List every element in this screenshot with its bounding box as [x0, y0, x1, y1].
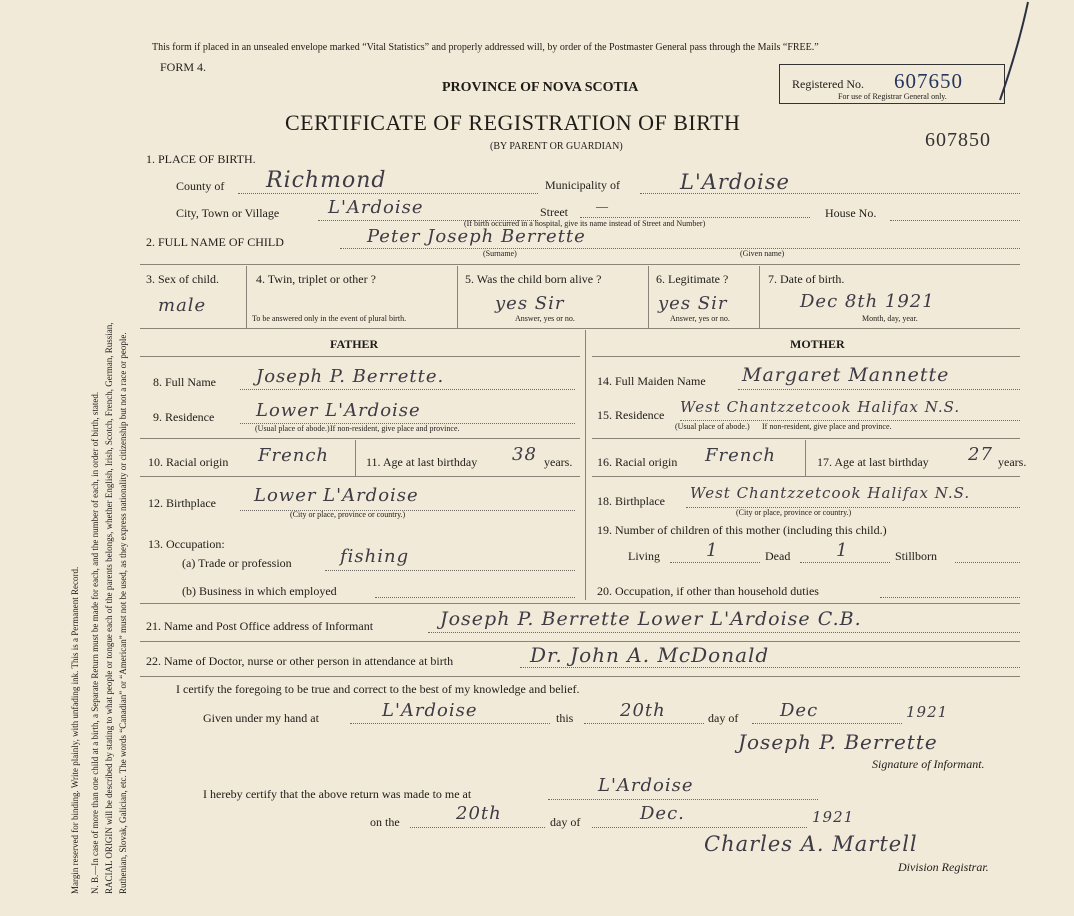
racial-note-2: Ruthenian, Slovak, Galician, etc. The words “Canadian” or “American” must not be used, as they express nationality or citizenship but not a race or people.	[118, 332, 128, 894]
certify-statement: I certify the foregoing to be true and correct to the best of my knowledge and belief.	[176, 682, 580, 696]
occupation-label: 13. Occupation:	[148, 537, 225, 551]
stillborn-label: Stillborn	[895, 549, 938, 563]
twin-note: To be answered only in the event of plural birth.	[252, 314, 407, 323]
mother-residence-label: 15. Residence	[597, 408, 665, 422]
racial-note-1: RACIAL ORIGIN will be described by stating to what people or tongue each of the parents belongs, whether English, Irish, Scotch, French, German, Russian,	[104, 322, 114, 894]
street-label: Street	[540, 205, 568, 219]
given-year-value: 1921	[906, 703, 949, 721]
registrar-day-of-label: day of	[550, 815, 581, 829]
surname-note: (Surname)	[483, 249, 517, 258]
registered-label: Registered No.	[792, 77, 864, 91]
mother-name-value: Margaret Mannette	[742, 364, 950, 386]
mother-heading: MOTHER	[790, 337, 845, 351]
informant-signature: Joseph P. Berrette	[738, 730, 938, 754]
given-month-value: Dec	[780, 700, 819, 721]
father-residence-label: 9. Residence	[153, 410, 215, 424]
hospital-note: (If birth occurred in a hospital, give its name instead of Street and Number)	[464, 219, 706, 228]
registrar-day-value: 20th	[456, 803, 502, 824]
place-heading: 1. PLACE OF BIRTH.	[146, 152, 256, 166]
father-residence-value: Lower L'Ardoise	[256, 400, 421, 421]
mother-residence-note-a: (Usual place of abode.)	[675, 422, 750, 431]
father-birthplace-label: 12. Birthplace	[148, 496, 216, 510]
father-residence-note-a: (Usual place of abode.)	[255, 424, 330, 433]
trade-value: fishing	[340, 546, 410, 567]
dob-note: Month, day, year.	[862, 314, 918, 323]
registrar-signature: Charles A. Martell	[704, 832, 918, 856]
document-subtitle: (BY PARENT OR GUARDIAN)	[490, 141, 623, 152]
mother-birthplace-note: (City or place, province or country.)	[736, 508, 852, 517]
father-years-label: years.	[544, 455, 573, 469]
given-label: Given under my hand at	[203, 711, 319, 725]
registrar-place-value: L'Ardoise	[598, 775, 694, 796]
father-name-value: Joseph P. Berrette.	[256, 366, 445, 387]
city-label: City, Town or Village	[176, 206, 280, 220]
father-residence-note-b: If non-resident, give place and province.	[330, 424, 460, 433]
margin-note: Margin reserved for binding. Write plainly, with unfading ink. This is a Permanent Record.	[70, 566, 80, 894]
living-value: 1	[706, 540, 719, 561]
registrar-note: For use of Registrar General only.	[838, 92, 947, 101]
informant-value: Joseph P. Berrette Lower L'Ardoise C.B.	[440, 608, 862, 630]
given-name-note: (Given name)	[740, 249, 785, 258]
legitimate-label: 6. Legitimate ?	[656, 272, 729, 286]
alive-value: yes Sir	[495, 293, 565, 314]
mother-residence-note-b: If non-resident, give place and province.	[762, 422, 892, 431]
dead-label: Dead	[765, 549, 791, 563]
informant-label: 21. Name and Post Office address of Informant	[146, 619, 374, 633]
this-label: this	[556, 711, 574, 725]
mail-notice: This form if placed in an unsealed envelope marked “Vital Statistics” and properly addressed will, by order of the Postmaster General pass through the Mails “FREE.”	[152, 42, 819, 53]
mother-age-value: 27	[968, 444, 993, 465]
registrar-statement: I hereby certify that the above return was made to me at	[203, 787, 472, 801]
alive-label: 5. Was the child born alive ?	[465, 272, 602, 286]
ink-stroke	[980, 0, 1040, 120]
child-name-value: Peter Joseph Berrette	[367, 226, 586, 247]
province-heading: PROVINCE OF NOVA SCOTIA	[442, 80, 639, 95]
mother-age-label: 17. Age at last birthday	[817, 455, 929, 469]
sex-label: 3. Sex of child.	[146, 272, 219, 286]
given-day-value: 20th	[620, 700, 666, 721]
registration-box	[779, 64, 1005, 104]
mother-years-label: years.	[998, 455, 1027, 469]
legitimate-value: yes Sir	[658, 293, 728, 314]
father-origin-value: French	[258, 445, 330, 466]
twin-label: 4. Twin, triplet or other ?	[256, 272, 376, 286]
county-label: County of	[176, 179, 225, 193]
house-label: House No.	[825, 206, 877, 220]
nb-note: N. B.—In case of more than one child at a birth, a Separate Return must be made for each, and the number of each, in order of birth, stated.	[90, 391, 100, 894]
registered-number: 607650	[894, 69, 963, 93]
alive-note: Answer, yes or no.	[515, 314, 575, 323]
children-label: 19. Number of children of this mother (including this child.)	[597, 523, 887, 537]
registrar-signature-label: Division Registrar.	[898, 860, 989, 874]
mother-origin-value: French	[705, 445, 777, 466]
stamped-number: 607850	[925, 129, 991, 151]
legitimate-note: Answer, yes or no.	[670, 314, 730, 323]
mother-origin-label: 16. Racial origin	[597, 455, 678, 469]
on-the-label: on the	[370, 815, 400, 829]
city-value: L'Ardoise	[328, 197, 424, 218]
mother-birthplace-label: 18. Birthplace	[597, 494, 665, 508]
dob-value: Dec 8th 1921	[800, 291, 935, 312]
informant-signature-label: Signature of Informant.	[872, 757, 985, 771]
mother-occupation-label: 20. Occupation, if other than household duties	[597, 584, 819, 598]
father-age-value: 38	[512, 444, 537, 465]
municipality-label: Municipality of	[545, 178, 620, 192]
doctor-value: Dr. John A. McDonald	[530, 643, 770, 667]
mother-name-label: 14. Full Maiden Name	[597, 374, 706, 388]
doctor-label: 22. Name of Doctor, nurse or other person in attendance at birth	[146, 654, 454, 668]
given-place-value: L'Ardoise	[382, 700, 478, 721]
dead-value: 1	[836, 540, 849, 561]
given-day-of-label: day of	[708, 711, 739, 725]
street-value: —	[596, 199, 608, 213]
mother-residence-value: West Chantzzetcook Halifax N.S.	[680, 398, 961, 416]
mother-birthplace-value: West Chantzzetcook Halifax N.S.	[690, 484, 971, 502]
father-birthplace-note: (City or place, province or country.)	[290, 510, 406, 519]
father-birthplace-value: Lower L'Ardoise	[254, 485, 419, 506]
father-origin-label: 10. Racial origin	[148, 455, 229, 469]
business-label: (b) Business in which employed	[182, 584, 337, 598]
municipality-value: L'Ardoise	[680, 170, 790, 194]
father-age-label: 11. Age at last birthday	[366, 455, 478, 469]
sex-value: male	[158, 295, 207, 316]
registrar-month-value: Dec.	[640, 803, 685, 824]
registrar-year-value: 1921	[812, 808, 855, 826]
father-name-label: 8. Full Name	[153, 375, 216, 389]
trade-label: (a) Trade or profession	[182, 556, 292, 570]
father-heading: FATHER	[330, 337, 379, 351]
living-label: Living	[628, 549, 660, 563]
child-name-label: 2. FULL NAME OF CHILD	[146, 235, 284, 249]
form-number: FORM 4.	[160, 60, 207, 74]
dob-label: 7. Date of birth.	[768, 272, 845, 286]
document-title: CERTIFICATE OF REGISTRATION OF BIRTH	[285, 110, 741, 135]
county-value: Richmond	[266, 168, 387, 193]
